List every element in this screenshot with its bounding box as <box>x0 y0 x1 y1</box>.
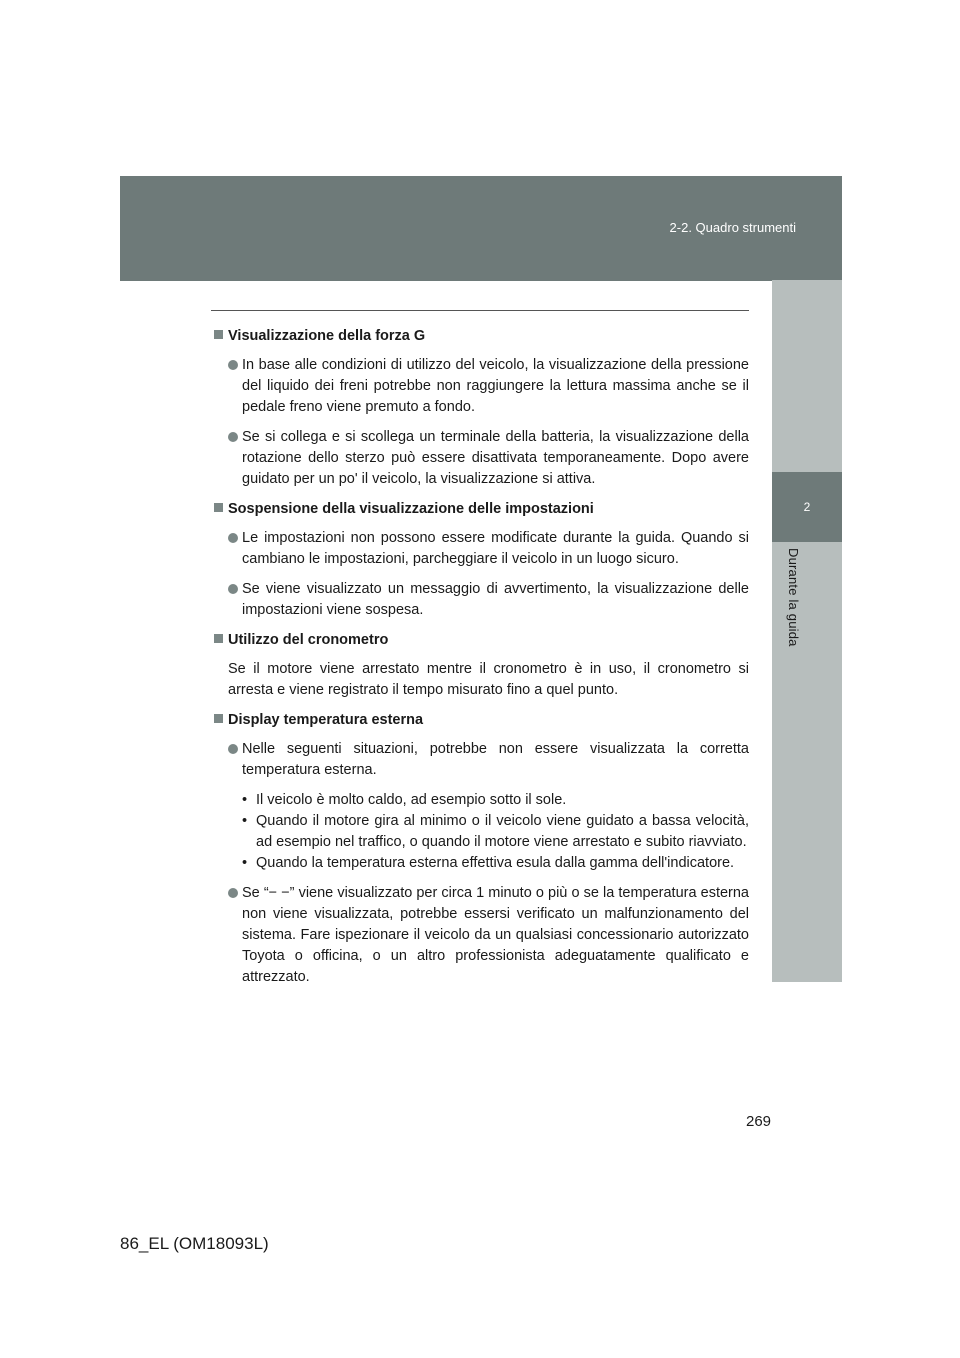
sub-list <box>214 790 749 874</box>
sub-marker: • <box>242 813 248 829</box>
main-content <box>214 326 749 997</box>
bullet-item <box>228 427 749 490</box>
heading-text: Display temperatura esterna <box>228 712 424 728</box>
heading-text: Utilizzo del cronometro <box>228 632 389 648</box>
bullet-item <box>228 883 749 988</box>
bullet-item <box>228 739 749 781</box>
bullet-text: Se viene visualizzato un messaggio di avvertimento, la visualizzazione delle impostazioni viene sospesa. <box>242 581 749 618</box>
side-tab-body <box>772 542 842 982</box>
chapter-number: 2 <box>772 472 842 542</box>
header-band <box>120 176 842 281</box>
document-code: 86_EL (OM18093L) <box>120 1234 269 1253</box>
circle-bullet-icon <box>228 432 238 442</box>
bullet-text: Se si collega e si scollega un terminale della batteria, la visualizzazione della rotazione dello sterzo può essere disattivata temporaneamente. Dopo avere guidato per un po' il veicolo, la visualizzazione si attiva. <box>242 429 749 487</box>
bullet-text: In base alle condizioni di utilizzo del veicolo, la visualizzazione della pressione del liquido dei freni potrebbe non raggiungere la lettura massima anche se il pedale freno viene premuto a fondo. <box>242 357 749 415</box>
circle-bullet-icon <box>228 360 238 370</box>
sub-marker: • <box>242 855 248 871</box>
bullet-text: Nelle seguenti situazioni, potrebbe non essere visualizzata la corretta temperatura esterna. <box>242 741 749 778</box>
heading-text: Sospensione della visualizzazione delle impostazioni <box>228 501 594 517</box>
section-heading <box>214 326 749 347</box>
circle-bullet-icon <box>228 744 238 754</box>
square-bullet-icon <box>214 634 223 643</box>
chapter-label: Durante la guida <box>786 548 801 647</box>
sub-text: Quando la temperatura esterna effettiva esula dalla gamma dell'indicatore. <box>256 855 735 871</box>
circle-bullet-icon <box>228 888 238 898</box>
sub-item <box>242 811 749 853</box>
page-number: 269 <box>746 1113 772 1130</box>
section-heading <box>214 710 749 731</box>
square-bullet-icon <box>214 503 223 512</box>
sub-item <box>242 790 749 811</box>
section-title: 2-2. Quadro strumenti <box>669 220 796 235</box>
section-heading <box>214 630 749 651</box>
bullet-text: Se “− −” viene visualizzato per circa 1 minuto o più o se la temperatura esterna non viene visualizzata, potrebbe essersi verificato un malfunzionamento del sistema. Fare ispezionare il veicolo da un qualsiasi concessionario autorizzato Toyota o officina, o un altro professionista adeguatamente qualificato e attrezzato. <box>242 885 749 985</box>
bullet-text: Le impostazioni non possono essere modificate durante la guida. Quando si cambiano le impostazioni, parcheggiare il veicolo in un luogo sicuro. <box>242 530 749 567</box>
circle-bullet-icon <box>228 584 238 594</box>
sub-text: Quando il motore gira al minimo o il veicolo viene guidato a bassa velocità, ad esempio nel traffico, o quando il motore viene arrestato e subito riavviato. <box>256 813 749 850</box>
circle-bullet-icon <box>228 533 238 543</box>
sub-marker: • <box>242 792 248 808</box>
side-tab-top <box>772 280 842 472</box>
square-bullet-icon <box>214 330 223 339</box>
sub-item <box>242 853 749 874</box>
section-heading <box>214 499 749 520</box>
top-rule <box>211 310 749 311</box>
square-bullet-icon <box>214 714 223 723</box>
paragraph: Se il motore viene arrestato mentre il cronometro è in uso, il cronometro si arresta e viene registrato il tempo misurato fino a quel punto. <box>228 661 749 698</box>
bullet-item <box>228 355 749 418</box>
bullet-item <box>228 579 749 621</box>
bullet-item <box>228 528 749 570</box>
sub-text: Il veicolo è molto caldo, ad esempio sotto il sole. <box>256 792 567 808</box>
heading-text: Visualizzazione della forza G <box>228 328 426 344</box>
